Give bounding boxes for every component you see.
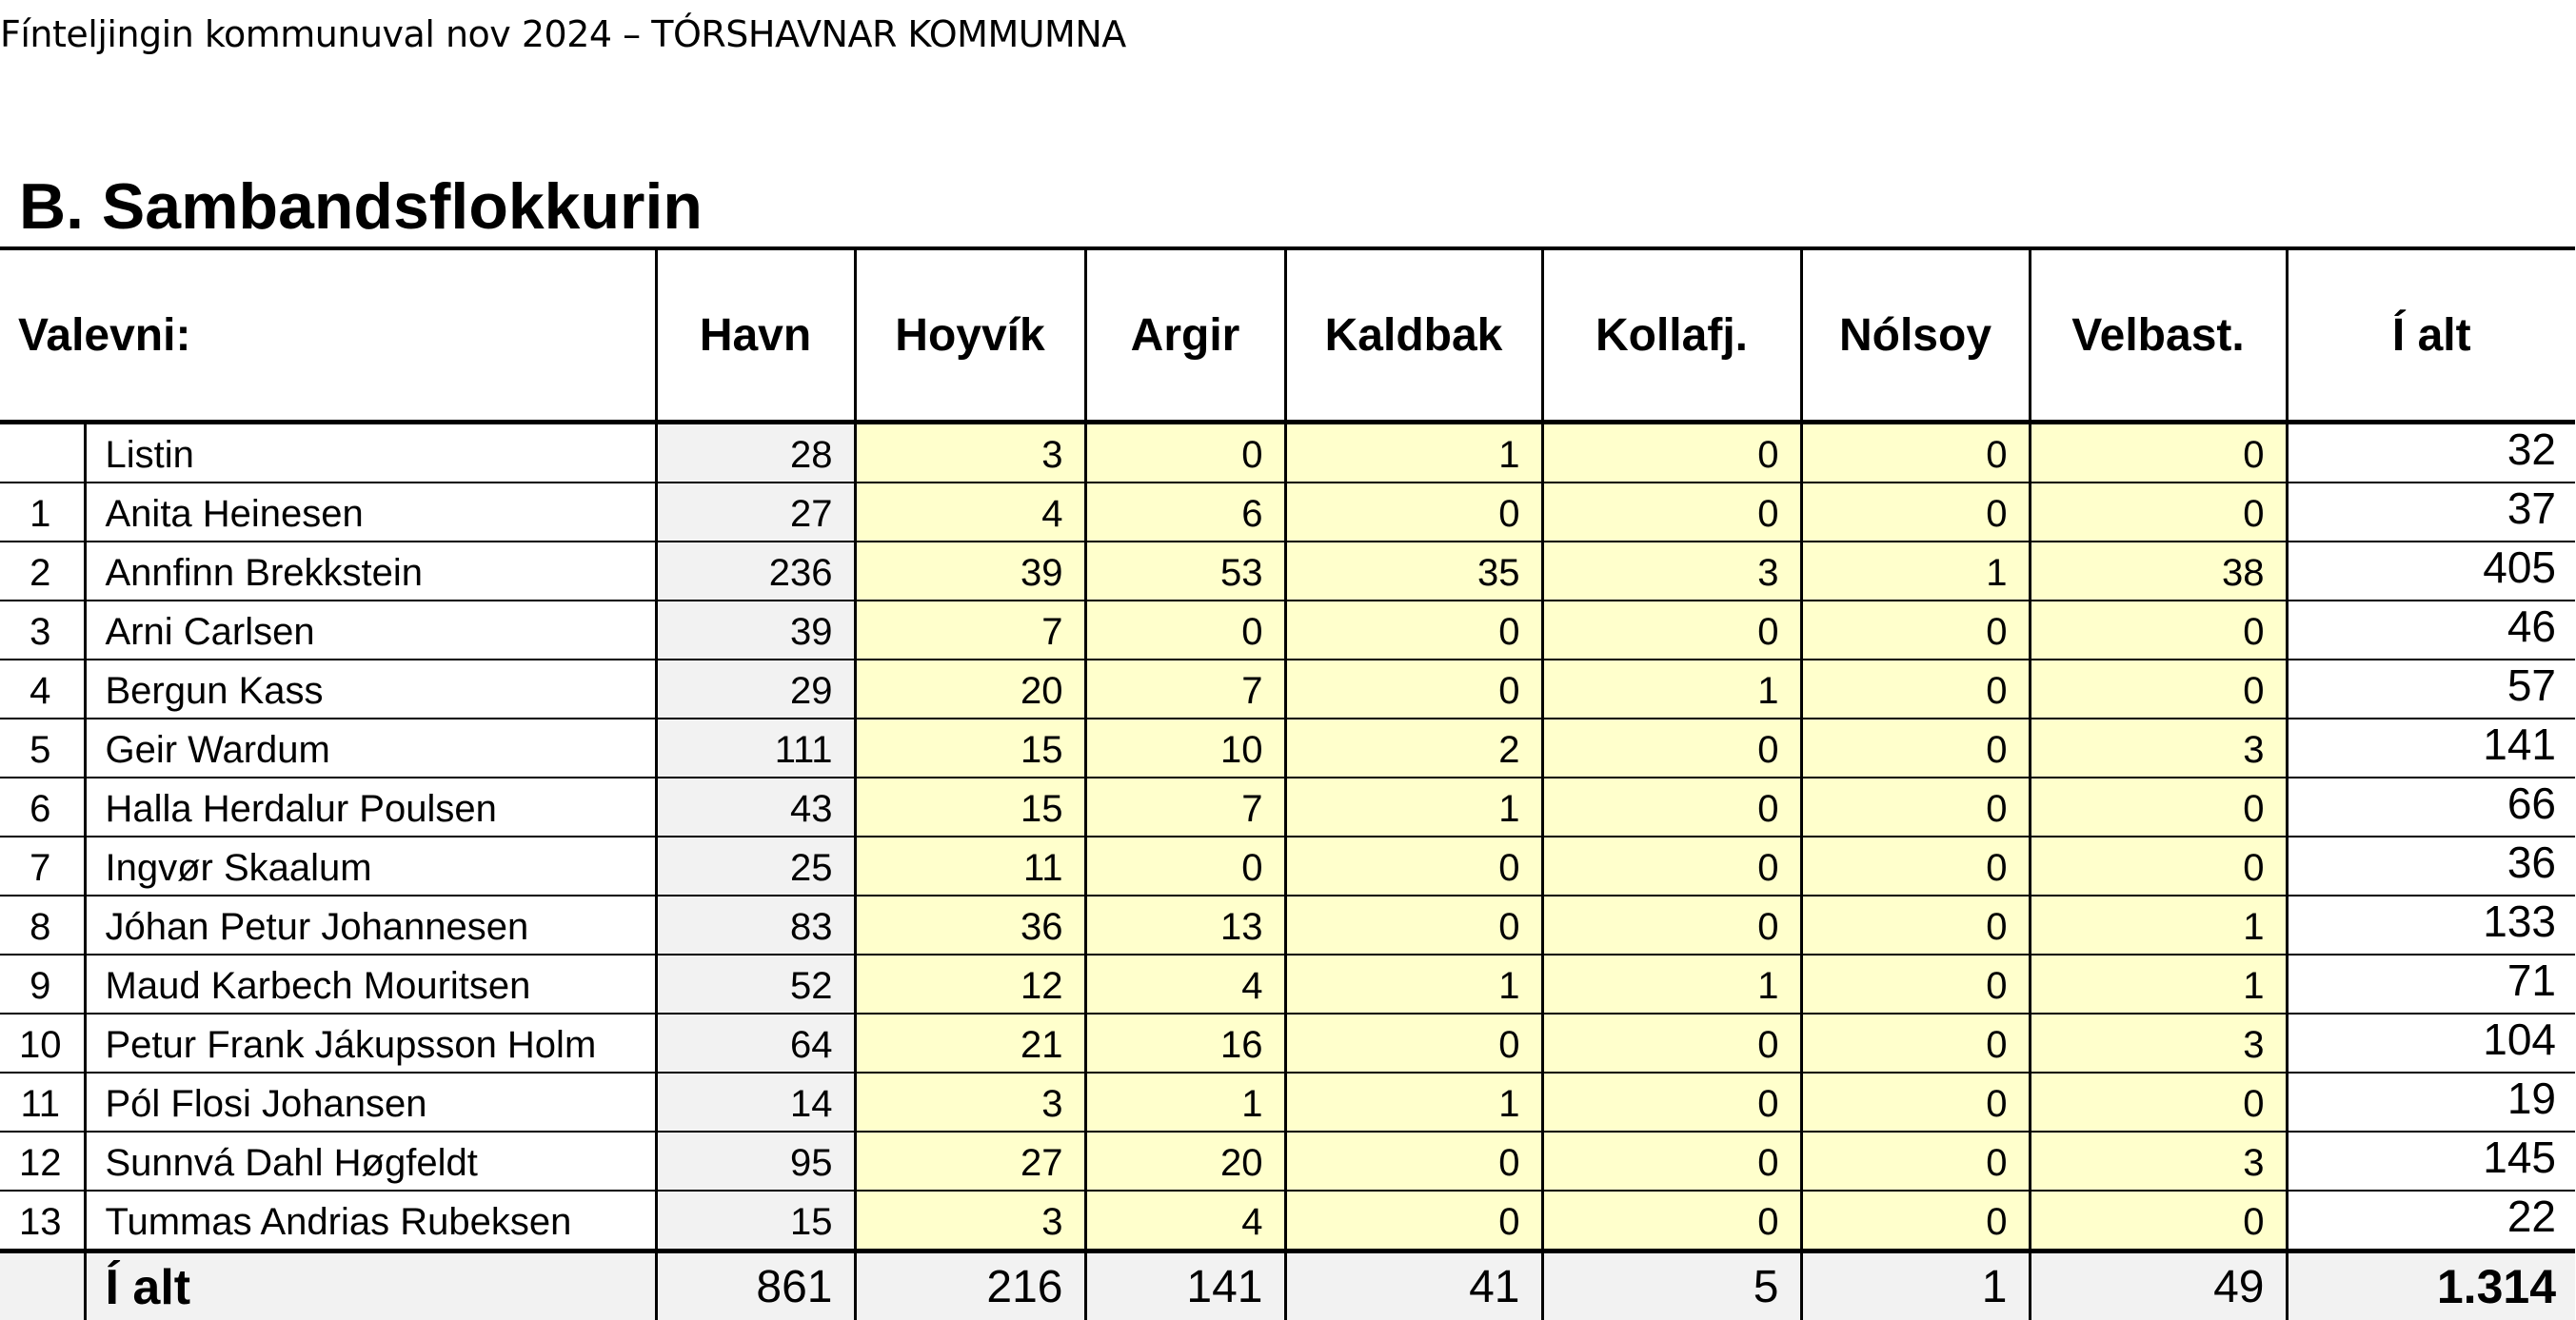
candidate-name: Arni Carlsen	[85, 601, 656, 660]
cell-total: 66	[2287, 778, 2575, 837]
cell-argir: 6	[1085, 483, 1285, 542]
cell-nolsoy: 0	[1801, 423, 2030, 483]
row-number: 11	[0, 1073, 85, 1132]
col-header-havn: Havn	[656, 248, 855, 423]
row-number: 9	[0, 955, 85, 1014]
cell-argir: 4	[1085, 955, 1285, 1014]
candidate-name: Pól Flosi Johansen	[85, 1073, 656, 1132]
cell-kaldbak: 0	[1285, 896, 1542, 955]
cell-kaldbak: 1	[1285, 955, 1542, 1014]
table-row	[0, 955, 2575, 1014]
cell-total: 1.314	[2287, 1251, 2575, 1320]
col-header-kaldbak: Kaldbak	[1285, 248, 1542, 423]
cell-nolsoy: 0	[1801, 778, 2030, 837]
candidate-name: Annfinn Brekkstein	[85, 542, 656, 601]
cell-kaldbak: 1	[1285, 423, 1542, 483]
row-number: 12	[0, 1132, 85, 1191]
cell-havn: 15	[656, 1191, 855, 1251]
cell-nolsoy: 0	[1801, 1132, 2030, 1191]
cell-kollafj: 0	[1542, 1191, 1801, 1251]
candidate-name: Anita Heinesen	[85, 483, 656, 542]
col-header-total: Í alt	[2287, 248, 2575, 423]
candidate-name: Bergun Kass	[85, 660, 656, 719]
cell-hoyvik: 39	[855, 542, 1085, 601]
cell-nolsoy: 0	[1801, 1191, 2030, 1251]
cell-velbast: 0	[2030, 837, 2287, 896]
table-row	[0, 542, 2575, 601]
cell-total: 36	[2287, 837, 2575, 896]
row-number: 6	[0, 778, 85, 837]
document-header: Fínteljingin kommunuval nov 2024 – TÓRSHAVNAR KOMMUMNA	[0, 13, 1126, 55]
cell-velbast: 0	[2030, 601, 2287, 660]
cell-total: 37	[2287, 483, 2575, 542]
row-number: 7	[0, 837, 85, 896]
cell-kaldbak: 0	[1285, 601, 1542, 660]
cell-argir: 4	[1085, 1191, 1285, 1251]
cell-hoyvik: 21	[855, 1014, 1085, 1073]
cell-hoyvik: 20	[855, 660, 1085, 719]
cell-total: 145	[2287, 1132, 2575, 1191]
cell-velbast: 3	[2030, 1132, 2287, 1191]
cell-havn: 861	[656, 1251, 855, 1320]
cell-kaldbak: 0	[1285, 660, 1542, 719]
cell-havn: 95	[656, 1132, 855, 1191]
cell-nolsoy: 0	[1801, 955, 2030, 1014]
col-header-nolsoy: Nólsoy	[1801, 248, 2030, 423]
cell-hoyvik: 3	[855, 1191, 1085, 1251]
cell-velbast: 0	[2030, 1073, 2287, 1132]
cell-nolsoy: 0	[1801, 660, 2030, 719]
candidate-name: Petur Frank Jákupsson Holm	[85, 1014, 656, 1073]
cell-hoyvik: 7	[855, 601, 1085, 660]
row-number: 1	[0, 483, 85, 542]
table-row	[0, 1073, 2575, 1132]
row-number: 3	[0, 601, 85, 660]
cell-argir: 20	[1085, 1132, 1285, 1191]
cell-kaldbak: 35	[1285, 542, 1542, 601]
candidate-name: Ingvør Skaalum	[85, 837, 656, 896]
cell-velbast: 1	[2030, 896, 2287, 955]
cell-kaldbak: 0	[1285, 837, 1542, 896]
cell-nolsoy: 1	[1801, 542, 2030, 601]
cell-havn: 14	[656, 1073, 855, 1132]
row-number	[0, 423, 85, 483]
candidate-name: Jóhan Petur Johannesen	[85, 896, 656, 955]
cell-total: 71	[2287, 955, 2575, 1014]
table-row	[0, 483, 2575, 542]
cell-hoyvik: 15	[855, 778, 1085, 837]
cell-havn: 111	[656, 719, 855, 778]
cell-nolsoy: 0	[1801, 1073, 2030, 1132]
total-label: Í alt	[85, 1251, 656, 1320]
cell-hoyvik: 216	[855, 1251, 1085, 1320]
cell-argir: 7	[1085, 660, 1285, 719]
cell-velbast: 0	[2030, 423, 2287, 483]
cell-nolsoy: 0	[1801, 837, 2030, 896]
col-header-argir: Argir	[1085, 248, 1285, 423]
cell-havn: 43	[656, 778, 855, 837]
cell-kollafj: 5	[1542, 1251, 1801, 1320]
row-number: 2	[0, 542, 85, 601]
cell-kollafj: 1	[1542, 660, 1801, 719]
col-header-velbast: Velbast.	[2030, 248, 2287, 423]
table-row	[0, 1132, 2575, 1191]
cell-kaldbak: 0	[1285, 1132, 1542, 1191]
row-number: 5	[0, 719, 85, 778]
cell-kaldbak: 1	[1285, 1073, 1542, 1132]
cell-havn: 27	[656, 483, 855, 542]
results-table	[0, 246, 2575, 1320]
cell-total: 19	[2287, 1073, 2575, 1132]
candidate-name: Maud Karbech Mouritsen	[85, 955, 656, 1014]
cell-kollafj: 0	[1542, 837, 1801, 896]
candidate-name: Geir Wardum	[85, 719, 656, 778]
cell-havn: 39	[656, 601, 855, 660]
party-title: B. Sambandsflokkurin	[19, 169, 703, 244]
candidate-name: Halla Herdalur Poulsen	[85, 778, 656, 837]
cell-kollafj: 0	[1542, 719, 1801, 778]
cell-velbast: 1	[2030, 955, 2287, 1014]
cell-havn: 25	[656, 837, 855, 896]
cell-kaldbak: 0	[1285, 1191, 1542, 1251]
cell-nolsoy: 0	[1801, 719, 2030, 778]
candidate-name: Tummas Andrias Rubeksen	[85, 1191, 656, 1251]
cell-velbast: 3	[2030, 1014, 2287, 1073]
results-body	[0, 423, 2575, 1320]
cell-hoyvik: 12	[855, 955, 1085, 1014]
cell-total: 405	[2287, 542, 2575, 601]
cell-nolsoy: 0	[1801, 601, 2030, 660]
cell-havn: 83	[656, 896, 855, 955]
cell-velbast: 0	[2030, 660, 2287, 719]
cell-kollafj: 0	[1542, 483, 1801, 542]
cell-kollafj: 3	[1542, 542, 1801, 601]
table-row	[0, 601, 2575, 660]
cell-nolsoy: 0	[1801, 1014, 2030, 1073]
cell-havn: 52	[656, 955, 855, 1014]
cell-velbast: 3	[2030, 719, 2287, 778]
cell-kollafj: 0	[1542, 1073, 1801, 1132]
cell-argir: 16	[1085, 1014, 1285, 1073]
cell-argir: 13	[1085, 896, 1285, 955]
cell-kollafj: 0	[1542, 1132, 1801, 1191]
cell-nolsoy: 0	[1801, 483, 2030, 542]
table-row	[0, 423, 2575, 483]
cell-hoyvik: 3	[855, 423, 1085, 483]
cell-nolsoy: 0	[1801, 896, 2030, 955]
cell-total: 22	[2287, 1191, 2575, 1251]
col-header-candidates: Valevni:	[0, 248, 656, 423]
cell-velbast: 0	[2030, 1191, 2287, 1251]
header-row	[0, 248, 2575, 423]
cell-kaldbak: 2	[1285, 719, 1542, 778]
cell-kollafj: 0	[1542, 423, 1801, 483]
cell-havn: 64	[656, 1014, 855, 1073]
row-number: 4	[0, 660, 85, 719]
table-row	[0, 719, 2575, 778]
cell-hoyvik: 11	[855, 837, 1085, 896]
cell-hoyvik: 3	[855, 1073, 1085, 1132]
cell-kollafj: 0	[1542, 778, 1801, 837]
cell-total: 46	[2287, 601, 2575, 660]
cell-total: 133	[2287, 896, 2575, 955]
row-number: 8	[0, 896, 85, 955]
cell-havn: 28	[656, 423, 855, 483]
cell-kaldbak: 0	[1285, 1014, 1542, 1073]
cell-hoyvik: 4	[855, 483, 1085, 542]
row-number: 10	[0, 1014, 85, 1073]
table-row	[0, 896, 2575, 955]
cell-total: 57	[2287, 660, 2575, 719]
candidate-name: Listin	[85, 423, 656, 483]
cell-total: 104	[2287, 1014, 2575, 1073]
cell-hoyvik: 27	[855, 1132, 1085, 1191]
cell-hoyvik: 15	[855, 719, 1085, 778]
cell-argir: 10	[1085, 719, 1285, 778]
cell-argir: 0	[1085, 601, 1285, 660]
cell-nolsoy: 1	[1801, 1251, 2030, 1320]
total-row	[0, 1251, 2575, 1320]
table-row	[0, 837, 2575, 896]
cell-argir: 0	[1085, 423, 1285, 483]
cell-argir: 53	[1085, 542, 1285, 601]
cell-kollafj: 0	[1542, 1014, 1801, 1073]
cell-total: 141	[2287, 719, 2575, 778]
table-row	[0, 1014, 2575, 1073]
cell-total: 32	[2287, 423, 2575, 483]
table-row	[0, 660, 2575, 719]
cell-velbast: 49	[2030, 1251, 2287, 1320]
cell-kaldbak: 1	[1285, 778, 1542, 837]
cell-argir: 1	[1085, 1073, 1285, 1132]
cell-kollafj: 0	[1542, 601, 1801, 660]
cell-argir: 7	[1085, 778, 1285, 837]
cell-hoyvik: 36	[855, 896, 1085, 955]
cell-argir: 0	[1085, 837, 1285, 896]
cell-kollafj: 1	[1542, 955, 1801, 1014]
candidate-name: Sunnvá Dahl Høgfeldt	[85, 1132, 656, 1191]
table-row	[0, 1191, 2575, 1251]
cell-kaldbak: 0	[1285, 483, 1542, 542]
cell-kaldbak: 41	[1285, 1251, 1542, 1320]
cell-havn: 236	[656, 542, 855, 601]
table-row	[0, 778, 2575, 837]
cell-havn: 29	[656, 660, 855, 719]
cell-argir: 141	[1085, 1251, 1285, 1320]
cell-velbast: 0	[2030, 778, 2287, 837]
cell-velbast: 38	[2030, 542, 2287, 601]
cell-velbast: 0	[2030, 483, 2287, 542]
row-number	[0, 1251, 85, 1320]
row-number: 13	[0, 1191, 85, 1251]
cell-kollafj: 0	[1542, 896, 1801, 955]
col-header-hoyvik: Hoyvík	[855, 248, 1085, 423]
col-header-kollafj: Kollafj.	[1542, 248, 1801, 423]
